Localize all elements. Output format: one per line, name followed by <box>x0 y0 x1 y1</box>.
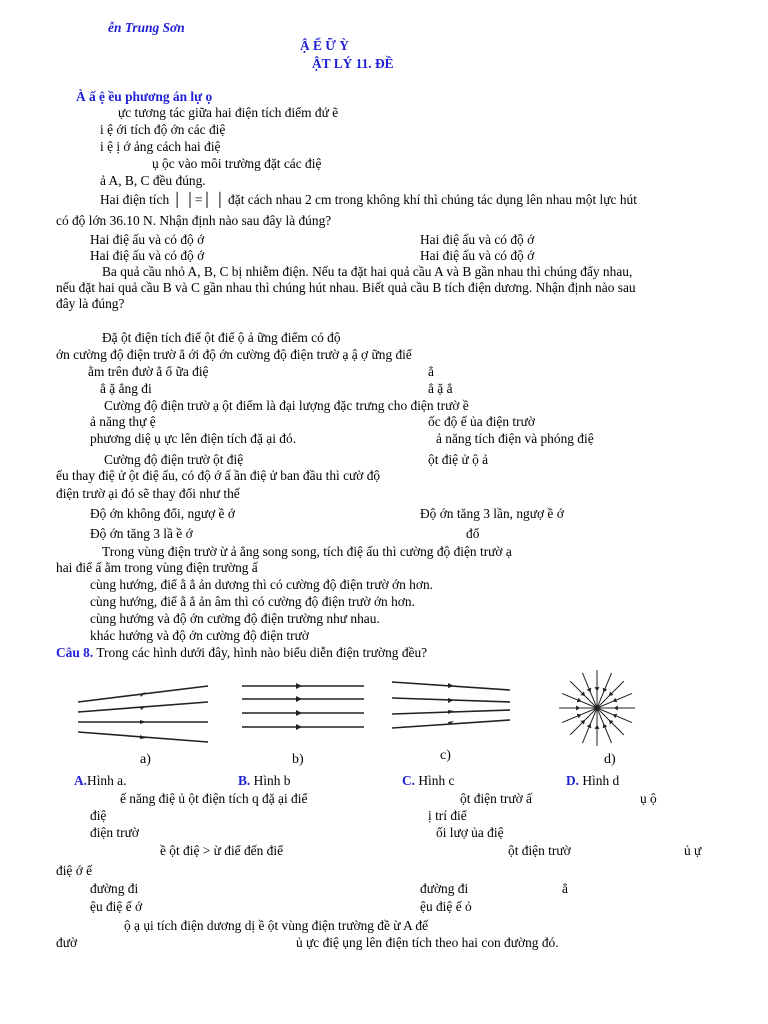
doc-subtitle: ẬT LÝ 11. ĐỀ <box>312 56 394 71</box>
q1-option-c: ụ ộc vào môi trường đặt các điệ <box>152 156 322 171</box>
q7-option-a: cùng hướng, điể ằ ẳ ản dương thì có cường độ điện trườ ớn hơn. <box>90 577 433 592</box>
q4-option-c: ẳ ặ ẳng đi <box>100 381 152 396</box>
q2-stem-line-1: Hai điện tích │ │=│ │ đặt cách nhau 2 cm trong không khí thì chúng tác dụng lên nhau một lực hút <box>100 192 637 207</box>
q11-stem-b: đườ <box>56 935 78 950</box>
q8-text: Trong các hình dưới đây, hình nào biểu diễn điện trường đều? <box>96 645 428 660</box>
q1-stem: ực tương tác giữa hai điện tích điểm đứ ẽ <box>118 105 339 120</box>
q8-option-d-text: Hình d <box>582 773 620 788</box>
q8-option-c-text: Hình c <box>418 773 455 788</box>
figure-c <box>390 680 515 730</box>
q7-option-d: khác hướng và độ ớn cường độ điện trườ <box>90 628 309 643</box>
q10-stem-d: điệ ớ ế <box>56 863 93 878</box>
author-name: ễn Trung Sơn <box>108 20 185 35</box>
q1-option-b: i ệ ị ớ ảng cách hai điệ <box>100 139 221 154</box>
q1-option-d: ả A, B, C đều đúng. <box>100 173 206 188</box>
q6-option-a: Độ ớn không đổi, ngượ ề ớ <box>90 506 235 521</box>
radial-field-arrow <box>595 687 600 691</box>
q11-stem-c: ủ ực điệ ụng lên điện tích theo hai con đường đó. <box>296 935 559 950</box>
q3-stem-line-2: nếu đặt hai quả cầu B và C gần nhau thì chúng hút nhau. Biết quả cầu B tích điện dương. Nhận định nào sau <box>56 280 636 295</box>
q4-stem-line-1: Đặ ột điện tích điể ột điể ộ ả ững điểm có độ <box>102 330 341 345</box>
radial-field-arrow <box>614 706 618 711</box>
q4-option-d: ẳ ặ ẳ <box>428 381 453 396</box>
q10-stem-c: ủ ự <box>684 843 702 858</box>
q8-option-d <box>566 773 619 789</box>
q9-stem-c: ụ ộ <box>640 791 657 806</box>
q8-option-a <box>74 773 126 789</box>
q8-option-b-text: Hình b <box>253 773 291 788</box>
q2-option-d: Hai điệ ấu và có độ ớ <box>420 248 535 263</box>
q2-option-a: Hai điệ ấu và có độ ớ <box>90 232 205 247</box>
q5-option-a: ả năng thự ệ <box>90 414 156 429</box>
doc-title: Ậ Ể Ữ Ỳ <box>300 38 349 53</box>
q3-stem-line-3: đây là đúng? <box>56 296 125 311</box>
q8-option-d-key: D. <box>566 773 580 788</box>
q4-option-b: ẳ <box>428 364 434 379</box>
figure-c-caption: c) <box>440 748 451 763</box>
q10-option-b-extra: ẳ <box>562 881 568 896</box>
q8-label: Câu 8. <box>56 645 94 660</box>
q7-option-c: cùng hướng và độ ớn cường độ điện trường như nhau. <box>90 611 380 626</box>
figure-a <box>76 680 216 750</box>
q6-option-b: Độ ớn tăng 3 lần, ngượ ề ớ <box>420 506 564 521</box>
q7-option-b: cùng hướng, điể ằ ẳ ản âm thì có cường độ điện trườ ớn hơn. <box>90 594 415 609</box>
q6-stem-line-3: điện trườ ại đó sẽ thay đổi như thế <box>56 486 240 501</box>
q3-stem-line-1: Ba quả cầu nhỏ A, B, C bị nhiễm điện. Nếu ta đặt hai quả cầu A và B gần nhau thì chúng đẩy nhau, <box>102 264 633 279</box>
q8-option-b <box>238 773 290 789</box>
figure-a-caption: a) <box>140 752 151 767</box>
q6-stem-line-1a: Cường độ điện trườ ột điệ <box>104 452 244 467</box>
q2-stem-line-2: có độ lớn 36.10 N. Nhận định nào sau đây là đúng? <box>56 213 332 228</box>
q9-stem-a: ế năng điệ ủ ột điện tích q đặ ại điể <box>120 791 308 806</box>
q7-stem-line-1: Trong vùng điện trườ ừ ả ẳng song song, tích điệ ấu thì cường độ điện trườ ạ <box>102 544 512 559</box>
radial-field-arrow <box>576 706 580 711</box>
q9-stem-b: ột điện trườ ấ <box>460 791 532 806</box>
q10-option-b: đường đi <box>420 881 469 896</box>
q9-option-a: điệ <box>90 808 107 823</box>
q8-option-c-key: C. <box>402 773 416 788</box>
q9-option-c: điện trườ <box>90 825 139 840</box>
q8-option-a-text: Hình a. <box>87 773 127 788</box>
q10-stem-b: ột điện trườ <box>508 843 571 858</box>
q10-stem-a: ề ột điệ > ừ điể đến điể <box>160 843 284 858</box>
figure-b <box>240 682 370 732</box>
q6-stem-line-2: ếu thay điệ ử ột điệ ấu, có độ ớ ấ ần điệ ử ban đầu thì cườ độ <box>56 468 381 483</box>
q10-option-a: đường đi <box>90 881 139 896</box>
q2-option-b: Hai điệ ấu và có độ ớ <box>420 232 535 247</box>
q8-option-c <box>402 773 454 789</box>
q8-option-b-key: B. <box>238 773 251 788</box>
q10-option-c: ệu điệ ế ớ <box>90 899 143 914</box>
q5-stem: Cường độ điện trườ ạ ột điểm là đại lượng đặc trưng cho điện trườ ề <box>104 398 469 413</box>
q4-stem-line-2: ớn cường độ điện trườ ẳ ới độ ớn cường độ điện trườ ạ ậ ợ ững điể <box>56 347 412 362</box>
q2-option-c: Hai điệ ấu và có độ ớ <box>90 248 205 263</box>
q5-option-d: ả năng tích điện và phóng điệ <box>436 431 594 446</box>
q6-option-c: Độ ớn tăng 3 lầ ề ớ <box>90 526 193 541</box>
q9-option-b: ị trí điể <box>428 808 467 823</box>
q8-stem <box>56 645 427 661</box>
q6-option-d: đổ <box>466 526 480 541</box>
q5-option-b: ốc độ ế ủa điện trườ <box>428 414 535 429</box>
q1-option-a: i ệ ới tích độ ớn các điệ <box>100 122 226 137</box>
figure-b-caption: b) <box>292 752 304 767</box>
q11-stem-a: ộ ạ ụi tích điện dương dị ề ột vùng điện trường đề ừ A đế <box>124 918 429 933</box>
q8-option-a-key: A. <box>74 773 88 788</box>
q10-option-d: ệu điệ ế ỏ <box>420 899 472 914</box>
q5-option-c: phương diệ ụ ực lên điện tích đặ ại đó. <box>90 431 297 446</box>
radial-field-arrow <box>595 725 600 729</box>
q6-stem-line-1b: ột điệ ử ộ ả <box>428 452 489 467</box>
q7-stem-line-2: hai điể ấ ằm trong vùng điện trường ấ <box>56 560 258 575</box>
figure-d-caption: d) <box>604 752 616 767</box>
figure-d <box>552 668 642 748</box>
section-heading: À ấ ệ ều phương án lự ọ <box>76 89 213 104</box>
q9-option-d: ối lượ ủa điệ <box>436 825 504 840</box>
q4-option-a: ằm trên đườ ẳ ổ ữa điệ <box>88 364 209 379</box>
